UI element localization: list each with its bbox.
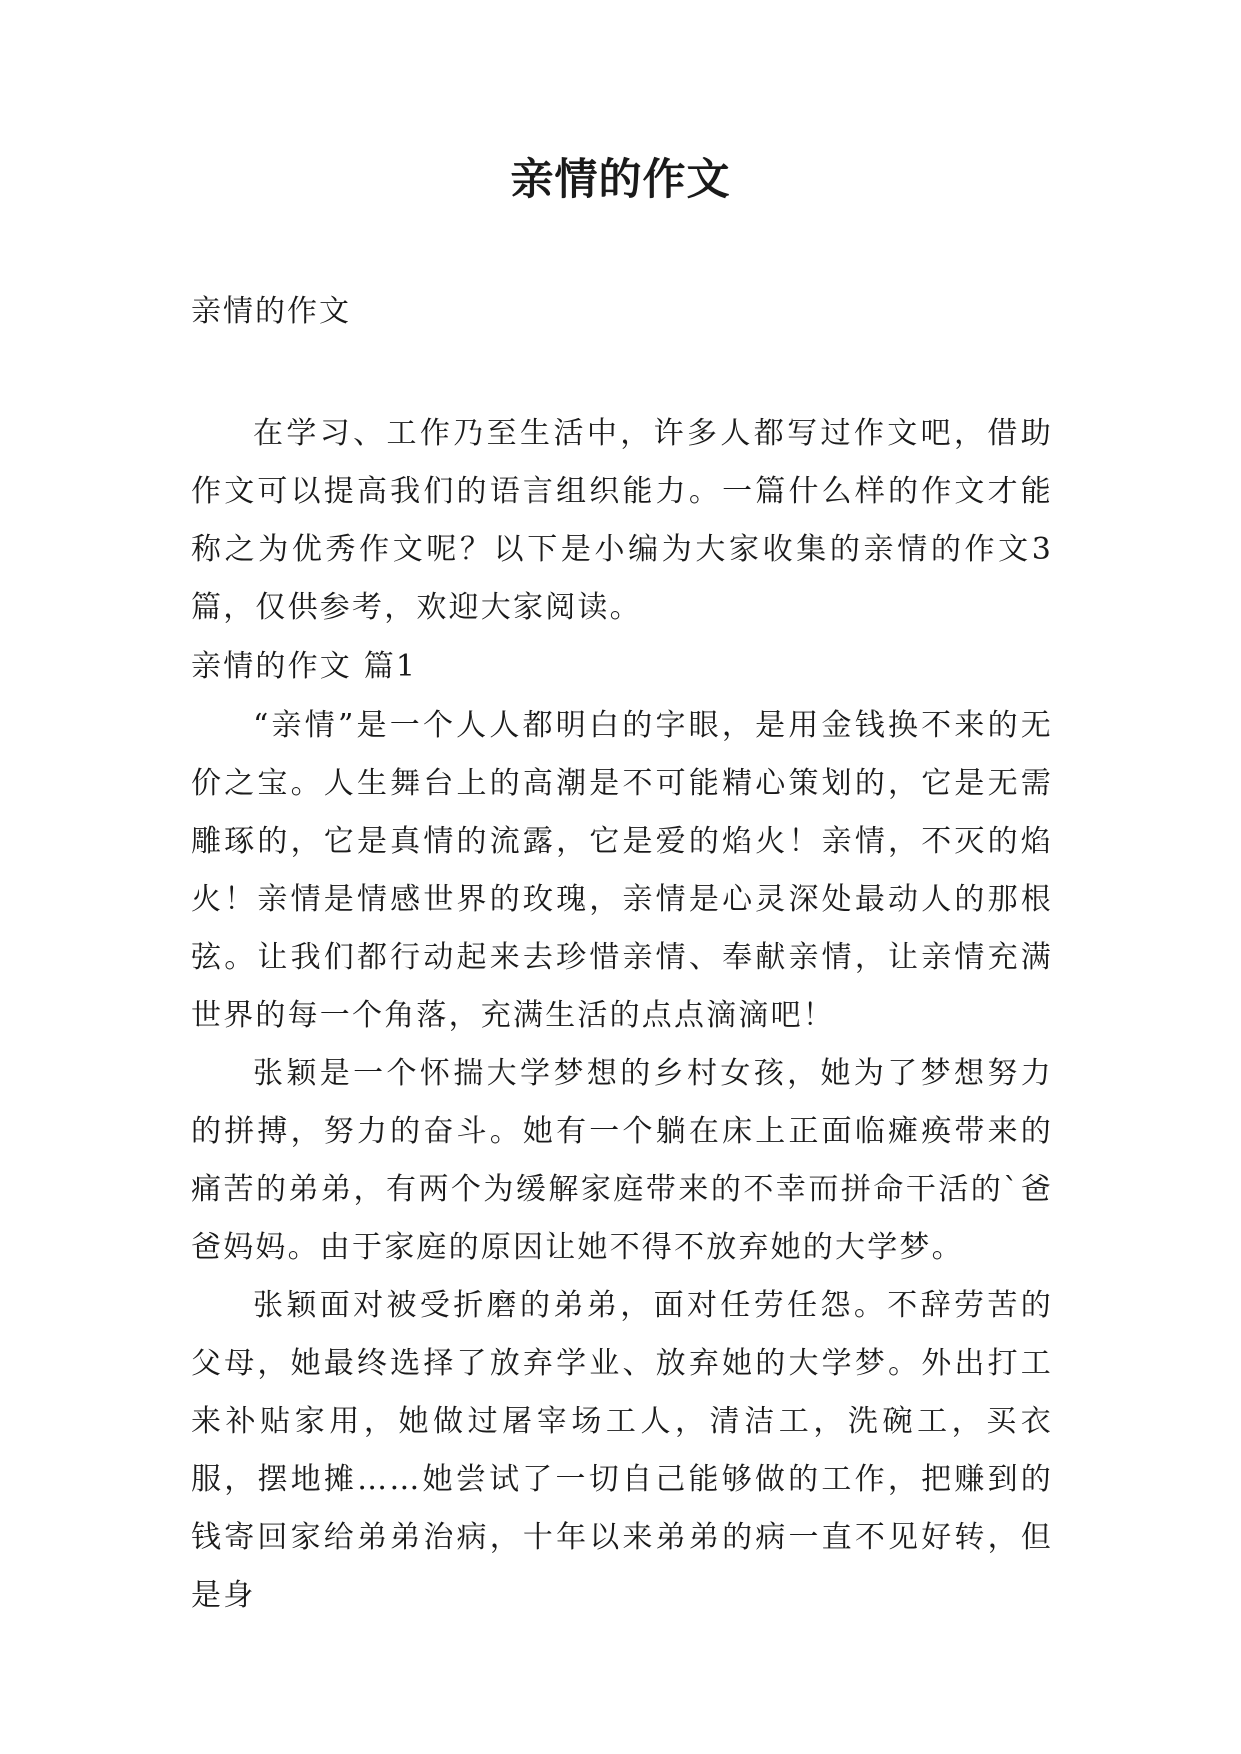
document-subtitle: 亲情的作文 (191, 294, 351, 329)
body-paragraph: “亲情”是一个人人都明白的字眼，是用金钱换不来的无价之宝。人生舞台上的高潮是不可能精心策划的，它是无需雕琢的，它是真情的流露，它是爱的焰火！亲情，不灭的焰火！亲情是情感世界的玫瑰，亲情是心灵深处最动人的那根弦。让我们都行动起来去珍惜亲情、奉献亲情，让亲情充满世界的每一个角落，充满生活的点点滴滴吧！ (191, 708, 1053, 1033)
intro-paragraph: 在学习、工作乃至生活中，许多人都写过作文吧，借助作文可以提高我们的语言组织能力。一篇什么样的作文才能称之为优秀作文呢？以下是小编为大家收集的亲情的作文3篇，仅供参考，欢迎大家阅读。 (191, 416, 1053, 625)
page-title: 亲情的作文 (510, 155, 731, 205)
document-body (191, 405, 1053, 1625)
section-heading: 亲情的作文 篇1 (191, 649, 418, 684)
body-paragraph: 张颖是一个怀揣大学梦想的乡村女孩，她为了梦想努力的拼搏，努力的奋斗。她有一个躺在床上正面临瘫痪带来的痛苦的弟弟，有两个为缓解家庭带来的不幸而拼命干活的`爸爸妈妈。由于家庭的原因让她不得不放弃她的大学梦。 (191, 1056, 1053, 1265)
body-paragraph: 张颖面对被受折磨的弟弟，面对任劳任怨。不辞劳苦的父母，她最终选择了放弃学业、放弃她的大学梦。外出打工来补贴家用，她做过屠宰场工人，清洁工，洗碗工，买衣服，摆地摊……她尝试了一切自己能够做的工作，把赚到的钱寄回家给弟弟治病，十年以来弟弟的病一直不见好转，但是身 (191, 1288, 1053, 1613)
